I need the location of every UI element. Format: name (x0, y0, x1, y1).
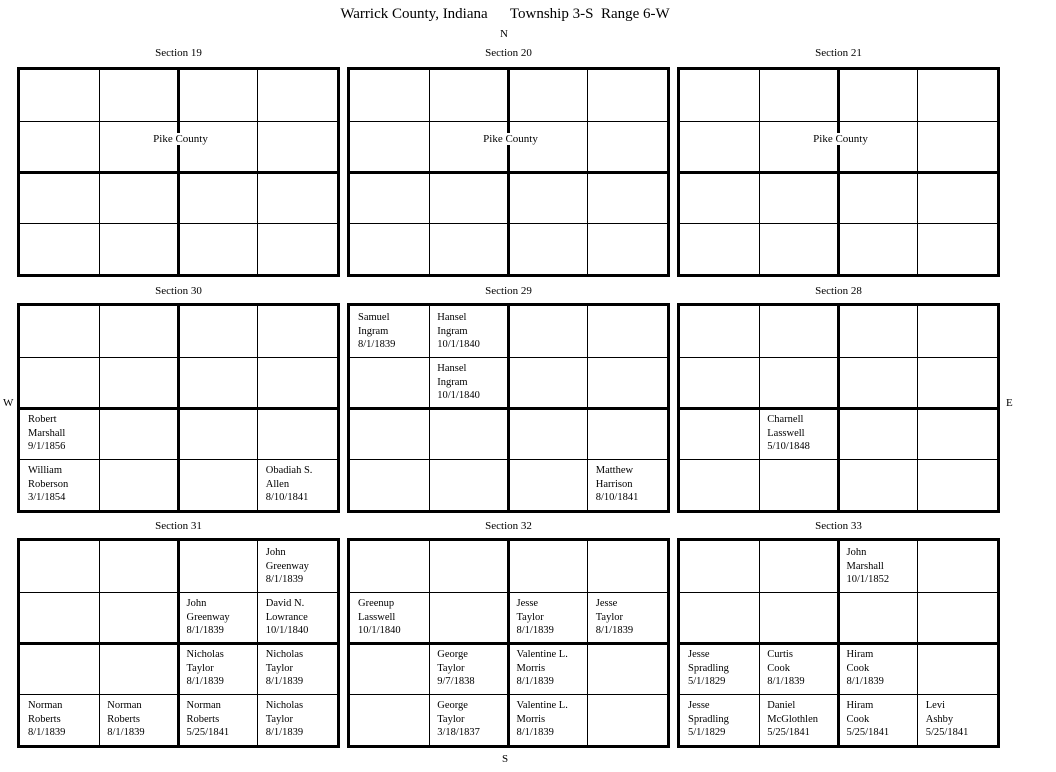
parcel-name: Hansel (437, 363, 467, 374)
section-33 (677, 538, 1000, 748)
parcel-date: 5/1/1829 (688, 727, 726, 738)
parcel-date: 8/1/1839 (28, 727, 66, 738)
parcel-date: 5/25/1841 (767, 727, 810, 738)
parcel-name: Roberson (28, 478, 69, 490)
grid-line (20, 357, 337, 358)
parcel-name: Greenway (186, 611, 230, 623)
section-19-label: Section 19 (155, 47, 202, 59)
parcel-date: 10/1/1840 (437, 339, 480, 350)
parcel-name: Norman (186, 700, 221, 711)
parcel-date: 8/1/1839 (265, 727, 304, 738)
parcel-owner (437, 362, 480, 403)
parcel-owner (358, 311, 395, 352)
grid-line (350, 121, 667, 122)
parcel-name: Nicholas (265, 700, 304, 711)
grid-line (680, 407, 997, 410)
parcel-owner (28, 464, 68, 505)
parcel-date: 8/1/1839 (767, 676, 805, 687)
parcel-name: Valentine L. (516, 700, 568, 711)
parcel-name: Samuel (358, 312, 390, 323)
grid-line (20, 171, 337, 174)
parcel-owner (437, 699, 480, 740)
parcel-date: 8/1/1839 (265, 676, 304, 687)
map-title: Warrick County, Indiana Township 3-S Range 6-W (340, 6, 670, 22)
parcel-name: Ashby (925, 713, 954, 725)
parcel-name: Daniel (767, 700, 796, 711)
parcel-owner (28, 699, 65, 740)
grid-line (350, 592, 667, 593)
parcel-name: Curtis (767, 649, 793, 660)
section-20-label: Section 20 (485, 47, 532, 59)
section-29 (347, 303, 670, 513)
parcel-owner (517, 648, 568, 689)
parcel-name: Roberts (28, 713, 61, 725)
parcel-name: Taylor (516, 611, 544, 623)
parcel-name: Valentine L. (516, 649, 568, 660)
parcel-date: 10/1/1840 (265, 625, 309, 636)
parcel-name: Marshall (846, 560, 884, 572)
grid-line (680, 121, 997, 122)
parcel-name: Harrison (595, 478, 633, 490)
section-33-label: Section 33 (815, 520, 862, 532)
parcel-date: 3/1/1854 (28, 492, 66, 503)
grid-line (350, 694, 667, 695)
county-label: Pike County (119, 133, 243, 145)
grid-line (680, 459, 997, 460)
parcel-name: David N. (265, 598, 305, 609)
parcel-owner (107, 699, 144, 740)
grid-line (680, 642, 997, 645)
parcel-owner (187, 648, 224, 689)
parcel-date: 8/1/1839 (516, 727, 554, 738)
section-28-label: Section 28 (815, 285, 862, 297)
parcel-name: Cook (846, 713, 870, 725)
grid-line (350, 459, 667, 460)
parcel-owner (266, 546, 309, 587)
parcel-name: Morris (516, 662, 546, 674)
grid-line (20, 592, 337, 593)
grid-line (350, 171, 667, 174)
parcel-name: Morris (516, 713, 546, 725)
parcel-owner (358, 597, 401, 638)
parcel-name: Matthew (595, 465, 634, 476)
parcel-name: Taylor (186, 662, 214, 674)
parcel-name: Charnell (767, 414, 804, 425)
compass-west: W (3, 397, 14, 409)
parcel-owner (28, 413, 65, 454)
parcel-owner (187, 699, 230, 740)
section-32-label: Section 32 (485, 520, 532, 532)
parcel-name: Greenup (358, 598, 395, 609)
parcel-name: Cook (846, 662, 870, 674)
parcel-name: Marshall (28, 427, 66, 439)
parcel-name: Jesse (595, 598, 618, 609)
parcel-owner (847, 546, 890, 587)
grid-line (680, 171, 997, 174)
parcel-owner (266, 597, 309, 638)
parcel-name: Greenway (265, 560, 309, 572)
parcel-owner (437, 311, 480, 352)
parcel-name: William (28, 465, 62, 476)
county-label: Pike County (449, 133, 573, 145)
parcel-owner (437, 648, 474, 689)
parcel-name: Hiram (846, 649, 874, 660)
parcel-owner (767, 699, 818, 740)
parcel-date: 10/1/1840 (358, 625, 401, 636)
parcel-name: Nicholas (186, 649, 224, 660)
parcel-name: Ingram (358, 325, 389, 337)
grid-line (20, 694, 337, 695)
parcel-name: Hansel (437, 312, 467, 323)
parcel-owner (767, 648, 804, 689)
county-label: Pike County (779, 133, 903, 145)
parcel-name: Taylor (595, 611, 624, 623)
parcel-owner (688, 699, 729, 740)
section-28 (677, 303, 1000, 513)
grid-line (350, 407, 667, 410)
grid-line (680, 357, 997, 358)
section-19 (17, 67, 340, 277)
parcel-name: Nicholas (265, 649, 304, 660)
section-29-label: Section 29 (485, 285, 532, 297)
parcel-name: John (846, 547, 867, 558)
parcel-date: 8/1/1839 (595, 625, 634, 636)
grid-line (20, 459, 337, 460)
parcel-name: Lowrance (265, 611, 308, 623)
parcel-name: Taylor (437, 713, 465, 725)
parcel-owner (847, 648, 884, 689)
parcel-date: 8/1/1839 (186, 676, 224, 687)
section-30 (17, 303, 340, 513)
compass-east: E (1006, 397, 1013, 409)
parcel-name: McGlothlen (767, 713, 818, 725)
section-21-label: Section 21 (815, 47, 862, 59)
grid-line (20, 223, 337, 224)
grid-line (20, 407, 337, 410)
parcel-owner (517, 699, 568, 740)
grid-line (350, 223, 667, 224)
section-30-label: Section 30 (155, 285, 202, 297)
parcel-name: Levi (925, 700, 945, 711)
section-32 (347, 538, 670, 748)
grid-line (350, 642, 667, 645)
parcel-name: Jesse (688, 649, 710, 660)
parcel-owner (688, 648, 729, 689)
parcel-owner (517, 597, 554, 638)
parcel-name: Jesse (516, 598, 539, 609)
parcel-name: Taylor (437, 662, 465, 674)
parcel-date: 5/10/1848 (767, 441, 810, 452)
parcel-name: Taylor (265, 713, 294, 725)
parcel-name: Spradling (688, 662, 729, 674)
parcel-name: John (265, 547, 286, 558)
grid-line (20, 121, 337, 122)
parcel-name: Lasswell (358, 611, 396, 623)
parcel-owner (847, 699, 890, 740)
parcel-owner (767, 413, 810, 454)
parcel-owner (596, 597, 633, 638)
grid-line (350, 357, 667, 358)
parcel-date: 8/1/1839 (516, 676, 554, 687)
parcel-date: 8/1/1839 (358, 339, 396, 350)
parcel-owner (187, 597, 230, 638)
parcel-name: John (186, 598, 207, 609)
parcel-name: George (437, 649, 468, 660)
parcel-name: Jesse (688, 700, 710, 711)
parcel-date: 8/1/1839 (107, 727, 145, 738)
compass-north: N (500, 28, 508, 40)
parcel-name: Ingram (437, 325, 468, 337)
parcel-date: 8/10/1841 (265, 492, 309, 503)
grid-line (680, 223, 997, 224)
parcel-date: 10/1/1852 (846, 574, 890, 585)
parcel-date: 8/1/1839 (265, 574, 304, 585)
parcel-name: Norman (107, 700, 142, 711)
parcel-date: 8/1/1839 (846, 676, 884, 687)
compass-south: S (502, 753, 509, 765)
parcel-name: George (437, 700, 468, 711)
parcel-name: Robert (28, 414, 57, 425)
parcel-date: 9/7/1838 (437, 676, 475, 687)
parcel-date: 3/18/1837 (437, 727, 480, 738)
parcel-date: 5/25/1841 (925, 727, 969, 738)
grid-line (680, 694, 997, 695)
grid-line (680, 592, 997, 593)
parcel-name: Roberts (107, 713, 140, 725)
section-31 (17, 538, 340, 748)
parcel-name: Norman (28, 700, 63, 711)
parcel-owner (266, 464, 313, 505)
parcel-name: Roberts (186, 713, 220, 725)
parcel-date: 5/25/1841 (186, 727, 230, 738)
parcel-name: Hiram (846, 700, 874, 711)
parcel-date: 8/1/1839 (186, 625, 224, 636)
parcel-owner (266, 699, 303, 740)
parcel-date: 5/1/1829 (688, 676, 726, 687)
parcel-owner (266, 648, 303, 689)
parcel-owner (596, 464, 639, 505)
parcel-name: Allen (265, 478, 290, 490)
parcel-date: 9/1/1856 (28, 441, 66, 452)
parcel-date: 8/1/1839 (516, 625, 554, 636)
parcel-name: Obadiah S. (265, 465, 313, 476)
section-31-label: Section 31 (155, 520, 202, 532)
parcel-date: 10/1/1840 (437, 390, 480, 401)
section-20 (347, 67, 670, 277)
parcel-name: Cook (767, 662, 791, 674)
section-21 (677, 67, 1000, 277)
parcel-name: Lasswell (767, 427, 805, 439)
parcel-name: Ingram (437, 376, 468, 388)
grid-line (20, 642, 337, 645)
parcel-name: Taylor (265, 662, 294, 674)
parcel-date: 8/10/1841 (595, 492, 639, 503)
parcel-name: Spradling (688, 713, 729, 725)
parcel-date: 5/25/1841 (846, 727, 890, 738)
parcel-owner (926, 699, 969, 740)
